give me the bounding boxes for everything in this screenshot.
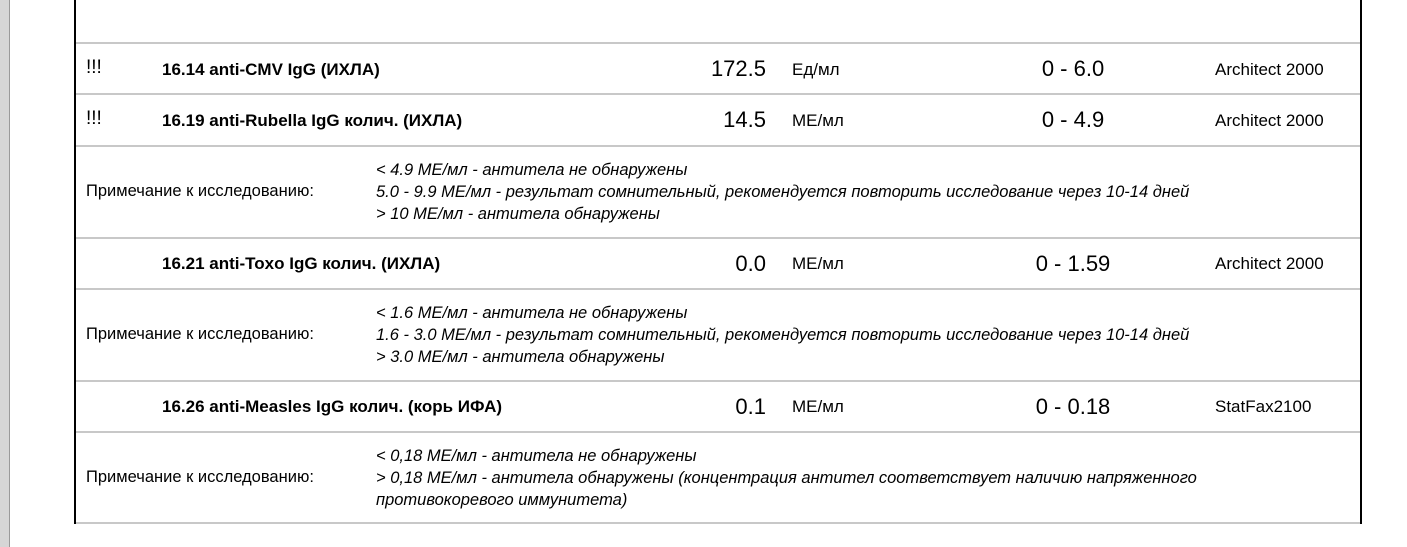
note-row-measles xyxy=(76,433,1360,524)
analyzer-name: Architect 2000 xyxy=(1215,254,1324,273)
results-table xyxy=(74,0,1362,524)
reference-range: 0 - 4.9 xyxy=(1041,107,1105,132)
analyzer-name: Architect 2000 xyxy=(1215,60,1324,79)
test-name: 16.14 anti-CMV IgG (ИХЛА) xyxy=(162,60,380,79)
test-name: 16.19 anti-Rubella IgG колич. (ИХЛА) xyxy=(162,111,463,130)
result-unit: МЕ/мл xyxy=(792,111,844,130)
note-row-toxo xyxy=(76,290,1360,382)
result-row-measles xyxy=(76,382,1360,433)
result-row-cmv xyxy=(76,44,1360,95)
note-line: < 4.9 МЕ/мл - антитела не обнаружены xyxy=(376,161,688,179)
note-line: > 3.0 МЕ/мл - антитела обнаружены xyxy=(376,348,665,366)
result-value: 0.0 xyxy=(735,251,766,276)
result-value: 0.1 xyxy=(735,394,766,419)
analyzer-name: Architect 2000 xyxy=(1215,111,1324,130)
result-row-toxo xyxy=(76,239,1360,290)
result-unit: Ед/мл xyxy=(792,60,840,79)
note-line: > 10 МЕ/мл - антитела обнаружены xyxy=(376,205,660,223)
note-label: Примечание к исследованию: xyxy=(86,325,314,343)
note-line: противокоревого иммунитета) xyxy=(376,491,628,509)
result-unit: МЕ/мл xyxy=(792,254,844,273)
note-line: < 0,18 МЕ/мл - антитела не обнаружены xyxy=(376,447,697,465)
abnormal-flag: !!! xyxy=(86,108,102,129)
blank-header-row xyxy=(76,0,1360,44)
result-value: 172.5 xyxy=(710,56,766,81)
note-line: 5.0 - 9.9 МЕ/мл - результат сомнительный, рекомендуется повторить исследование через 10-14 дней xyxy=(376,183,1190,201)
test-name: 16.26 anti-Measles IgG колич. (корь ИФА) xyxy=(162,397,503,416)
note-text xyxy=(376,445,1197,511)
note-label: Примечание к исследованию: xyxy=(86,468,314,486)
reference-range: 0 - 1.59 xyxy=(1035,251,1111,276)
result-unit: МЕ/мл xyxy=(792,397,844,416)
note-text xyxy=(376,159,1189,225)
abnormal-flag: !!! xyxy=(86,57,102,78)
note-label: Примечание к исследованию: xyxy=(86,182,314,200)
analyzer-name: StatFax2100 xyxy=(1215,397,1312,416)
note-line: > 0,18 МЕ/мл - антитела обнаружены (концентрация антител соответствует наличию напряженного xyxy=(376,469,1197,487)
note-line: 1.6 - 3.0 МЕ/мл - результат сомнительный, рекомендуется повторить исследование через 10-14 дней xyxy=(376,326,1190,344)
reference-range: 0 - 0.18 xyxy=(1035,394,1111,419)
note-text xyxy=(376,302,1189,368)
note-row-rubella xyxy=(76,147,1360,239)
result-value: 14.5 xyxy=(723,107,766,132)
test-name: 16.21 anti-Toxo IgG колич. (ИХЛА) xyxy=(162,254,441,273)
result-row-rubella xyxy=(76,95,1360,147)
reference-range: 0 - 6.0 xyxy=(1041,56,1105,81)
note-line: < 1.6 МЕ/мл - антитела не обнаружены xyxy=(376,304,688,322)
viewer-edge xyxy=(0,0,10,547)
